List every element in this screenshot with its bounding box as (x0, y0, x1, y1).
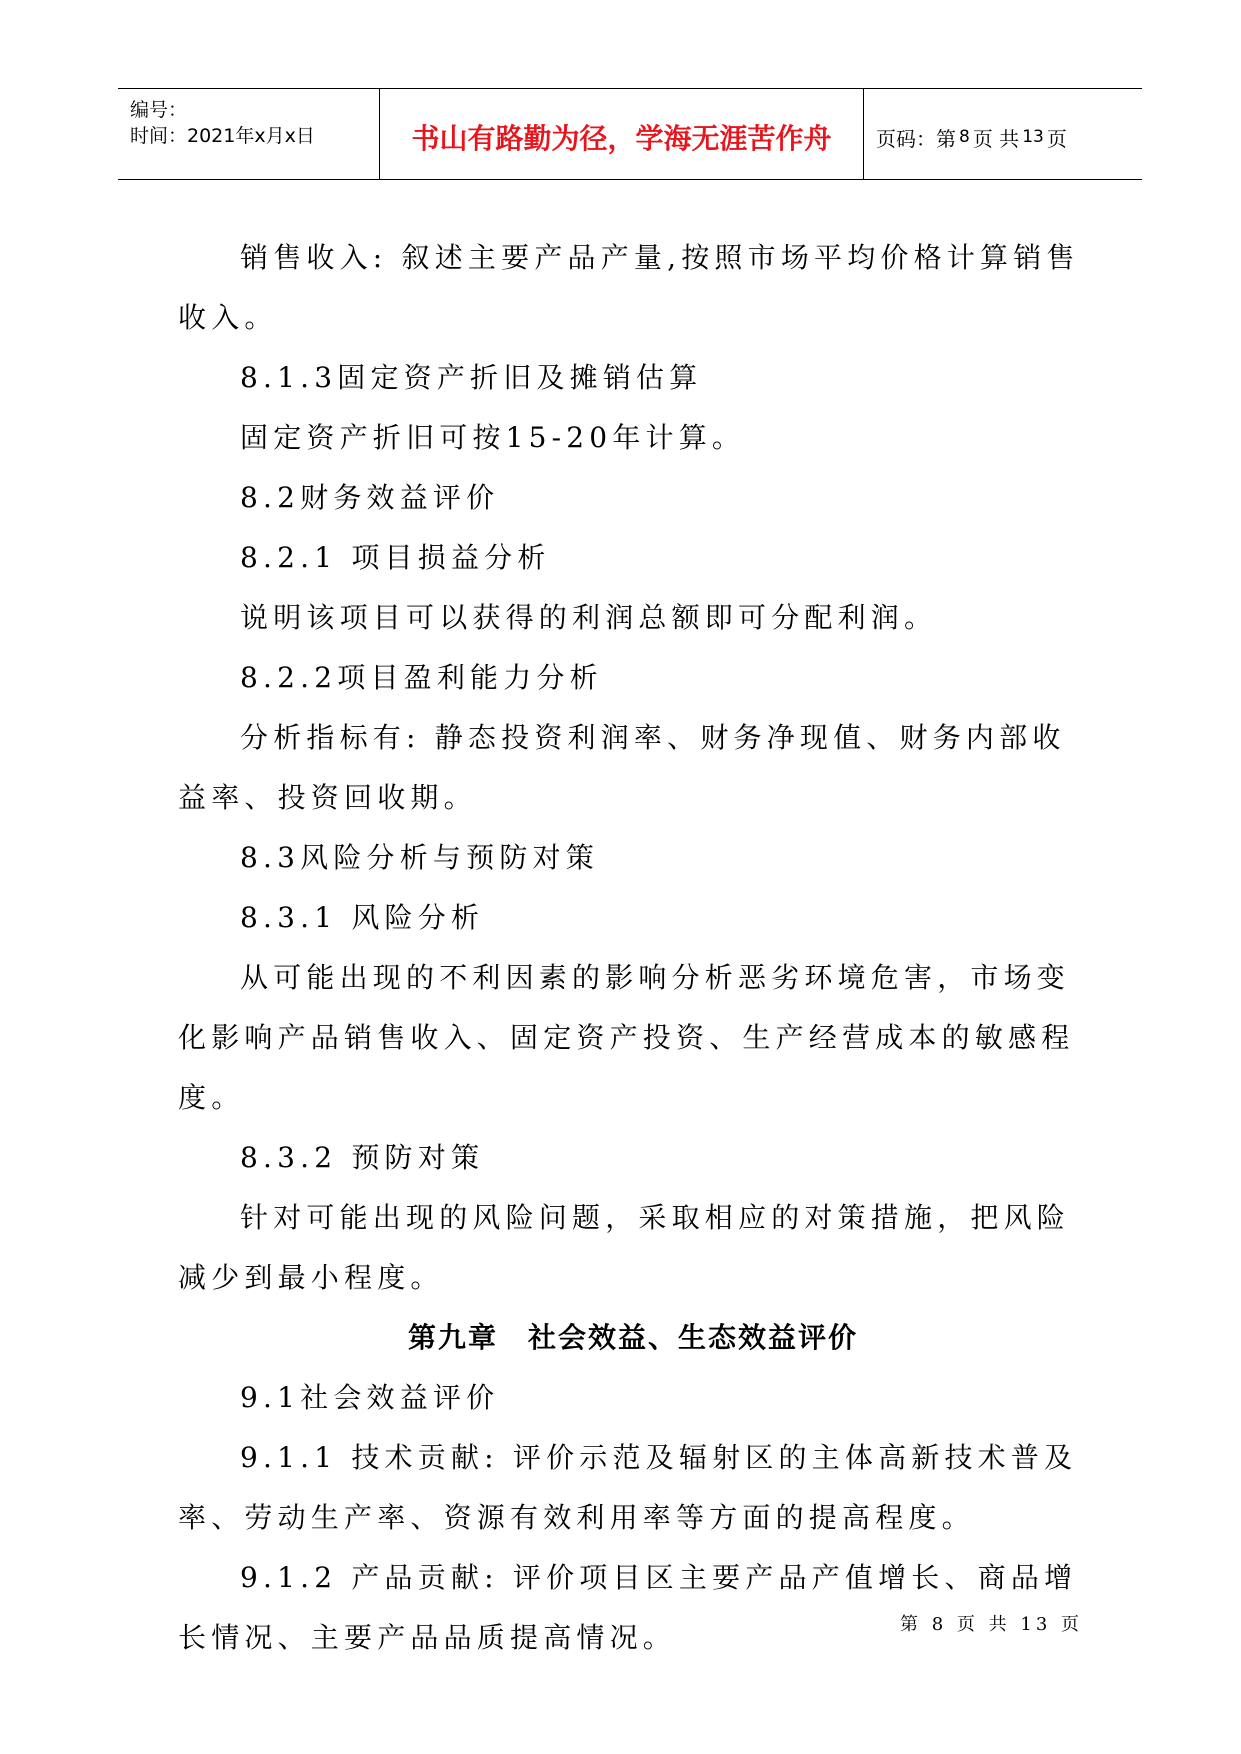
document-body (178, 228, 1088, 1668)
paragraph: 说明该项目可以获得的利润总额即可分配利润。 (240, 601, 938, 634)
paragraph: 9.1.1 技术贡献: 评价示范及辐射区的主体高新技术普及率、劳动生产率、资源有效利用率等方面的提高程度。 (178, 1441, 1078, 1534)
section-heading: 8.1.3固定资产折旧及摊销估算 (240, 361, 703, 394)
paragraph: 从可能出现的不利因素的影响分析恶劣环境危害，市场变化影响产品销售收入、固定资产投资、生产经营成本的敏感程度。 (178, 961, 1075, 1114)
page-suffix: 页 (1046, 126, 1067, 151)
page-footer: 第 8 页 共 13 页 (900, 1614, 1083, 1635)
page-prefix: 页码：第 (876, 126, 956, 151)
page-header (118, 88, 1142, 180)
header-info-cell (118, 89, 380, 179)
paragraph: 9.1.2 产品贡献: 评价项目区主要产品产值增长、商品增长情况、主要产品品质提高情况。 (178, 1561, 1078, 1654)
section-heading: 8.3.1 风险分析 (240, 901, 485, 934)
paragraph: 针对可能出现的风险问题，采取相应的对策措施，把风险减少到最小程度。 (178, 1201, 1071, 1294)
header-page-cell (864, 89, 1142, 179)
paragraph: 分析指标有: 静态投资利润率、财务净现值、财务内部收益率、投资回收期。 (178, 721, 1066, 814)
section-heading: 9.1社会效益评价 (240, 1381, 500, 1414)
paragraph: 固定资产折旧可按15-20年计算。 (240, 421, 746, 454)
paragraph: 销售收入: 叙述主要产品产量,按照市场平均价格计算销售收入。 (178, 241, 1080, 334)
page-mid: 页 共 (972, 126, 1020, 151)
page-number: 8 (959, 127, 970, 147)
section-heading: 8.3风险分析与预防对策 (240, 841, 599, 874)
page-total: 13 (1022, 127, 1044, 147)
chapter-title: 第九章 社会效益、生态效益评价 (407, 1321, 858, 1354)
header-motto-cell (380, 89, 864, 179)
serial-number-label: 编号： (130, 99, 188, 121)
section-heading: 8.2.2项目盈利能力分析 (240, 661, 603, 694)
section-heading: 8.2财务效益评价 (240, 481, 500, 514)
section-heading: 8.2.1 项目损益分析 (240, 541, 551, 574)
section-heading: 8.3.2 预防对策 (240, 1141, 485, 1174)
date-label: 时间：2021年x月x日 (130, 125, 315, 147)
motto-text: 书山有路勤为径，学海无涯苦作舟 (411, 122, 832, 155)
